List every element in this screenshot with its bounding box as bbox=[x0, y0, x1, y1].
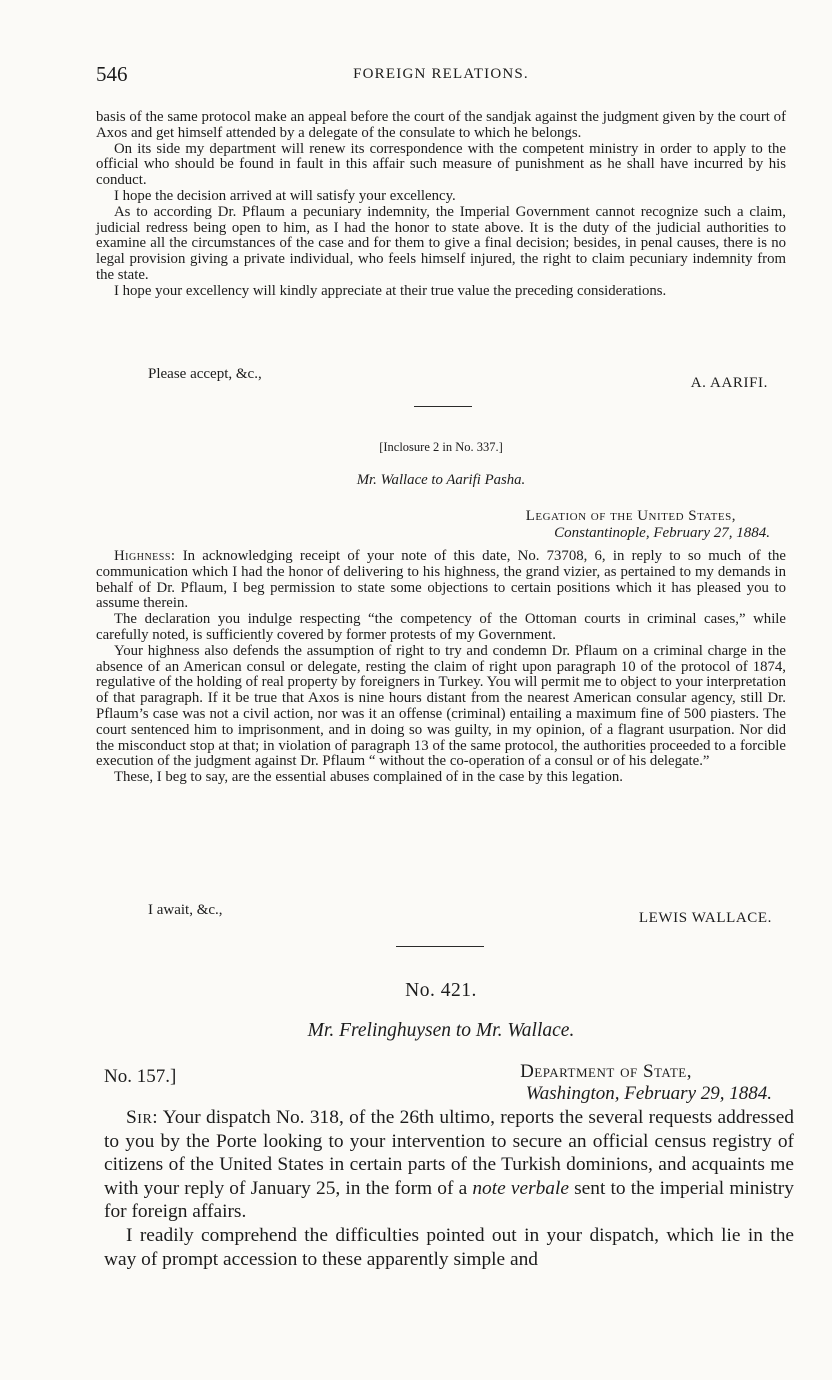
paragraph: basis of the same protocol make an appeal before the court of the sandjak against the judgment given by the court of Axos and get himself attended by a delegate of the consulate to which he belongs. bbox=[96, 109, 786, 141]
letter1-closing: Please accept, &c., bbox=[148, 366, 262, 382]
letterhead-date: Constantinople, February 27, 1884. bbox=[554, 525, 770, 541]
section-divider bbox=[396, 946, 484, 947]
salutation: Highness: bbox=[114, 548, 176, 564]
paragraph-text: In acknowledging receipt of your note of this date, No. 73708, 6, in reply to so much of the communication which I had the honor of delivering to his highness, the grand vizier, as pertained to my demands in behalf of Dr. Pflaum, I beg permission to state some objections to certain positions which it has pleased you to assume therein. bbox=[96, 548, 786, 612]
letterhead-date: Washington, February 29, 1884. bbox=[525, 1083, 772, 1104]
enclosure-label: [Inclosure 2 in No. 337.] bbox=[379, 440, 503, 454]
paragraph: Your highness also defends the assumption of right to try and condemn Dr. Pflaum on a criminal charge in the absence of an American consul or delegate, resting the claim of right upon paragraph 10 of the protocol of 1874, regulative of the holding of real property by foreigners in Turkey. You will permit me to object to your interpretation of that paragraph. If it be true that Axos is nine hours distant from the nearest American consular agency, still Dr. Pflaum’s case was not a civil action, nor was it an offense (criminal) entailing a maximum fine of 500 piasters. The court sentenced him to imprisonment, and in doing so was guilty, in my opinion, of a flagrant usurpation. Nor did the misconduct stop at that; in violation of paragraph 13 of the same protocol, the authorities proceeded to a forcible execution of the judgment against Dr. Pflaum “ without the co-operation of a consul or of his delegate.” bbox=[96, 642, 786, 770]
running-head: FOREIGN RELATIONS. bbox=[353, 66, 529, 82]
letterhead-place: Department of State, bbox=[520, 1061, 692, 1082]
paragraph: I hope your excellency will kindly appreciate at their true value the preceding considerations. bbox=[114, 282, 667, 299]
paragraph: These, I beg to say, are the essential abuses complained of in the case by this legation. bbox=[114, 769, 623, 786]
correspondents-line: Mr. Frelinghuysen to Mr. Wallace. bbox=[307, 1020, 575, 1041]
page-header bbox=[96, 62, 786, 92]
paragraph: On its side my department will renew its correspondence with the competent ministry in order to apply to the official who should be found in fault in this affair such measure of punishment as he shall have incurred by his conduct. bbox=[96, 140, 786, 189]
section-divider bbox=[414, 406, 472, 407]
paragraph: The declaration you indulge respecting “the competency of the Ottoman courts in criminal cases,” while carefully noted, is sufficiently covered by former protests of my Government. bbox=[96, 611, 786, 643]
letter1-signature: A. AARIFI. bbox=[690, 375, 768, 391]
letter1-body bbox=[96, 110, 786, 300]
note-verbale-term: note verbale bbox=[472, 1177, 569, 1199]
dispatch-ref: No. 157.] bbox=[104, 1066, 177, 1087]
letterhead-place: Legation of the United States, bbox=[525, 508, 736, 524]
enclosure2-body bbox=[96, 549, 786, 786]
salutation: Sir: bbox=[126, 1107, 159, 1128]
doc421-body bbox=[104, 1106, 794, 1271]
document-number: No. 421. bbox=[405, 980, 477, 1001]
paragraph-text: Your dispatch No. 318, of the 26th ultimo, reports the several requests addressed to you by the Porte looking to your intervention to secure an official census registry of citizens of the United States in certain parts of the Turkish dominions, and acquaints me with your reply of January 25, in the form of a bbox=[104, 1107, 794, 1199]
paragraph-text: sent to the imperial ministry for foreign affairs. bbox=[104, 1177, 794, 1223]
correspondents-line: Mr. Wallace to Aarifi Pasha. bbox=[356, 472, 526, 488]
page-number: 546 bbox=[96, 62, 128, 86]
enclosure2-signature: LEWIS WALLACE. bbox=[638, 910, 772, 926]
paragraph: I readily comprehend the difficulties pointed out in your dispatch, which lie in the way of prompt accession to these apparently simple and bbox=[104, 1224, 794, 1270]
paragraph: As to according Dr. Pflaum a pecuniary indemnity, the Imperial Government cannot recognize such a claim, judicial redress being open to him, as I had the honor to state above. It is the duty of the judicial authorities to examine all the circumstances of the case and for them to give a final decision; besides, in penal causes, there is no legal provision giving a private individual, who feels himself injured, the right to claim pecuniary indemnity from the state. bbox=[96, 203, 786, 283]
enclosure2-closing: I await, &c., bbox=[148, 902, 223, 918]
paragraph: I hope the decision arrived at will satisfy your excellency. bbox=[114, 187, 456, 204]
